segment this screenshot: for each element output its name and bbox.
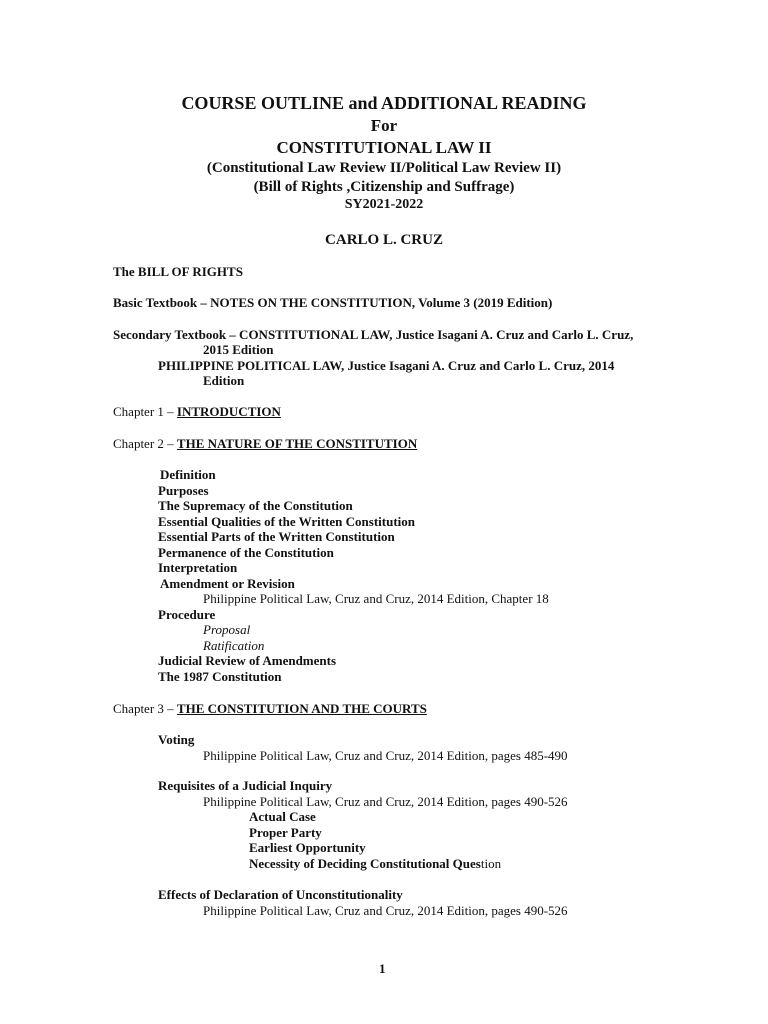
chapter-1-prefix: Chapter 1 – [113,404,177,419]
item-actual-case: Actual Case [249,809,316,824]
scope-line: (Bill of Rights ,Citizenship and Suffrage) [253,179,515,195]
item-judicial-review: Judicial Review of Amendments [158,653,337,668]
necessity-rest-text: tion [480,856,502,871]
chapter-2-prefix: Chapter 2 – [113,436,177,451]
item-amendment: Amendment or Revision [160,576,295,591]
chapter-3-heading [113,701,427,717]
voting-reference: Philippine Political Law, Cruz and Cruz, 2014 Edition, pages 485-490 [203,748,568,763]
subject-title: CONSTITUTIONAL LAW II [276,138,492,157]
item-purposes: Purposes [158,483,209,498]
document-title: COURSE OUTLINE and ADDITIONAL READING [181,93,587,113]
item-ratification: Ratification [203,638,265,653]
item-parts: Essential Parts of the Written Constitution [158,529,395,544]
chapter-2-heading [113,436,417,452]
item-definition: Definition [160,467,216,482]
effects-reference: Philippine Political Law, Cruz and Cruz, 2014 Edition, pages 490-526 [203,903,568,918]
for-line: For [370,116,398,135]
school-year: SY2021-2022 [344,197,424,212]
secondary-textbook-line2: 2015 Edition [203,342,274,357]
chapter-3-prefix: Chapter 3 – [113,701,177,716]
item-permanence: Permanence of the Constitution [158,545,334,560]
author: CARLO L. CRUZ [325,232,443,248]
section-title: The BILL OF RIGHTS [113,264,243,279]
item-1987-constitution: The 1987 Constitution [158,669,282,684]
necessity-bold-text: Necessity of Deciding Constitutional Ques [249,856,481,871]
item-earliest-opportunity: Earliest Opportunity [249,840,366,855]
item-interpretation: Interpretation [158,560,238,575]
item-proper-party: Proper Party [249,825,322,840]
item-necessity [249,856,501,872]
chapter-2-title: THE NATURE OF THE CONSTITUTION [176,436,418,451]
chapter-1-title: INTRODUCTION [176,404,281,419]
secondary-textbook-line4: Edition [203,373,245,388]
amendment-reference: Philippine Political Law, Cruz and Cruz, 2014 Edition, Chapter 18 [203,591,549,606]
item-procedure: Procedure [158,607,216,622]
chapter-3-title: THE CONSTITUTION AND THE COURTS [176,701,427,716]
alt-title: (Constitutional Law Review II/Political Law Review II) [206,160,562,176]
page-number: 1 [379,961,386,976]
item-qualities: Essential Qualities of the Written Constitution [158,514,416,529]
item-requisites: Requisites of a Judicial Inquiry [158,778,333,793]
chapter-1-heading [113,404,281,420]
item-proposal: Proposal [203,622,251,637]
secondary-textbook-line3: PHILIPPINE POLITICAL LAW, Justice Isagani A. Cruz and Carlo L. Cruz, 2014 [158,358,615,373]
item-supremacy: The Supremacy of the Constitution [158,498,353,513]
secondary-textbook-line1: Secondary Textbook – CONSTITUTIONAL LAW, Justice Isagani A. Cruz and Carlo L. Cruz, [113,327,634,342]
requisites-reference: Philippine Political Law, Cruz and Cruz, 2014 Edition, pages 490-526 [203,794,568,809]
basic-textbook: Basic Textbook – NOTES ON THE CONSTITUTION, Volume 3 (2019 Edition) [113,295,553,310]
item-effects: Effects of Declaration of Unconstitutionality [158,887,403,902]
item-voting: Voting [158,732,195,747]
